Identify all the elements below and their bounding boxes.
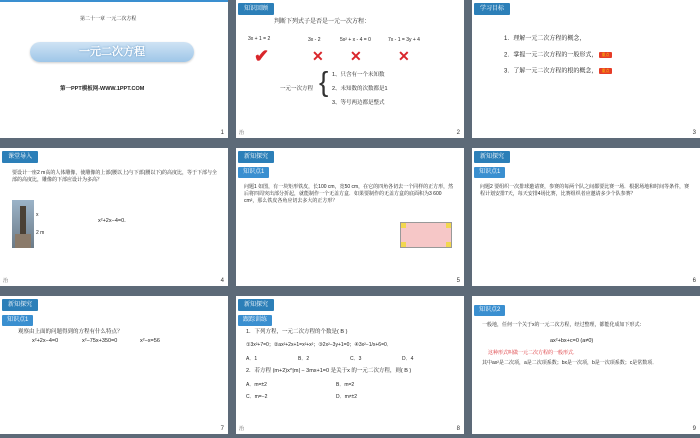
general-form-text: 这种形式叫做一元二次方程的一般形式．	[488, 350, 579, 356]
goal-2: 2．掌握一元二次方程的一般形式， 重点	[504, 52, 612, 60]
question-2: 2．若方程 (m+2)x^|m| − 3mx+1=0 是关于x 的一元二次方程，则( B )	[246, 368, 412, 374]
section-tag: 学习目标	[474, 3, 510, 15]
slide-2[interactable]	[236, 0, 464, 138]
subsection-tag: 知识点1	[474, 167, 505, 178]
section-tag: 知识回顾	[238, 3, 274, 15]
slide-9[interactable]	[472, 296, 700, 434]
chapter-label: 第二十一章 一元二次方程	[80, 16, 137, 22]
top-accent-bar	[0, 0, 228, 2]
section-tag: 新知探究	[474, 151, 510, 163]
rule-1: 1、只含有一个未知数	[332, 72, 385, 78]
expr-2: 3x - 2	[308, 37, 321, 43]
terms-text: 其中ax²是二次项，a是二次项系数；bx是一次项，b是一次项系数；c是常数项．	[482, 360, 658, 366]
slide-number: 1	[220, 130, 224, 136]
section-tag: 新知探究	[238, 299, 274, 311]
section-tag: 课堂导入	[2, 151, 38, 163]
expr-4: 7x - 1 = 3y + 4	[388, 37, 420, 43]
slide-number: 3	[692, 130, 696, 136]
brand-text: 第一PPT模板网-WWW.1PPT.COM	[60, 86, 145, 92]
slide-number: 7	[220, 426, 224, 432]
key-point-badge: 重点	[599, 68, 612, 74]
subsection-tag: 知识点2	[474, 305, 505, 316]
footer-mark: 治	[239, 426, 245, 432]
slide-3[interactable]	[472, 0, 700, 138]
definition-text: 一般地，任何一个关于x的一元二次方程，经过整理，都能化成如下形式：	[482, 322, 645, 328]
cross-icon: ✕	[350, 48, 362, 64]
question-1: 1．下列方程，一元二次方程的个数是( B )	[246, 329, 348, 335]
cross-icon: ✕	[398, 48, 410, 64]
prompt-text: 判断下列式子是否是一元一次方程：	[274, 19, 371, 25]
cross-icon: ✕	[312, 48, 324, 64]
goal-1: 1．理解一元二次方程的概念，	[504, 36, 586, 42]
intro-text: 要设计一座2 m高的人体雕像，使雕像的上部(腰以上)与下部(腰以下)的高度比，等于下部与全部的高度比，雕像的下部应设计为多高？	[12, 170, 217, 183]
slide-8[interactable]	[236, 296, 464, 434]
label-2m: 2 m	[36, 230, 45, 236]
equation: x²+2x−4=0．	[98, 218, 130, 224]
eq-2: x²−75x+350=0	[82, 338, 118, 344]
problem-text: 问题1 如图，有一块矩形铁皮，长100 cm，宽50 cm，在它的四角各切去一个同样的正方形，然后将四周突出部分折起，就能制作一个无盖方盒．如果要制作的无盖方盒的底面积为3 600 cm²，那么铁皮各角应切去多大的正方形？	[244, 184, 454, 204]
q2-choice-a: A．m=±2	[246, 382, 267, 388]
expr-3: 5x² + x - 4 = 0	[340, 37, 371, 43]
rule-3: 3、等号两边都是整式	[332, 100, 385, 106]
footer-mark: 治	[239, 130, 245, 136]
subsection-tag: 知识点1	[2, 315, 33, 326]
q1-choice-c: C．3	[350, 356, 362, 362]
question-text: 观察由上面的问题得到的方程有什么特点？	[18, 329, 123, 335]
slide-number: 8	[456, 426, 460, 432]
subsection-tag: 跟踪训练	[238, 315, 272, 326]
slide-7[interactable]	[0, 296, 228, 434]
slide-number: 6	[692, 278, 696, 284]
rule-2: 2、未知数的次数都是1	[332, 86, 388, 92]
footer-mark: 治	[3, 278, 9, 284]
q2-choice-c: C．m=−2	[246, 394, 268, 400]
slide-number: 9	[692, 426, 696, 432]
brace-icon: {	[319, 66, 329, 97]
slide-number: 5	[456, 278, 460, 284]
section-tag: 新知探究	[2, 299, 38, 311]
q2-choice-b: B．m=2	[336, 382, 355, 388]
question-1-options: ①3x²+7=0；②ax²+2x+1=x²+x²；③2x²−3y+1=0；④3x²−1/x+6=0．	[246, 342, 392, 348]
q2-choice-d: D．m≠±2	[336, 394, 358, 400]
general-formula: ax²+bx+c=0 (a≠0)	[550, 338, 594, 344]
slide-6[interactable]	[472, 148, 700, 286]
title-banner	[30, 42, 194, 62]
subsection-tag: 知识点1	[238, 167, 269, 178]
lead-label: 一元一次方程	[280, 86, 314, 92]
slide-number: 2	[456, 130, 460, 136]
check-icon: ✔	[254, 46, 270, 66]
goal-3: 3．了解一元二次方程的根的概念， 重点	[504, 68, 612, 76]
q1-choice-a: A．1	[246, 356, 258, 362]
q1-choice-b: B．2	[298, 356, 310, 362]
label-x: x	[36, 212, 39, 218]
slide-title: 一元二次方程	[79, 46, 145, 58]
slide-5[interactable]	[236, 148, 464, 286]
key-point-badge: 重点	[599, 52, 612, 58]
eq-1: x²+2x−4=0	[32, 338, 59, 344]
tin-sheet-diagram	[400, 222, 452, 248]
slide-4[interactable]	[0, 148, 228, 286]
eq-3: x²−x=56	[140, 338, 160, 344]
statue-photo	[12, 200, 34, 248]
slide-number: 4	[220, 278, 224, 284]
problem-text: 问题2 要组织一次排球邀请赛，参赛的每两个队之间都要比赛一场．根据场地和时间等条件，赛程计划安排7天，每天安排4场比赛，比赛组织者应邀请多少个队参赛？	[480, 184, 690, 197]
expr-1: 3x + 1 = 2	[248, 36, 271, 42]
slide-1[interactable]	[0, 0, 228, 138]
q1-choice-d: D．4	[402, 356, 414, 362]
section-tag: 新知探究	[238, 151, 274, 163]
